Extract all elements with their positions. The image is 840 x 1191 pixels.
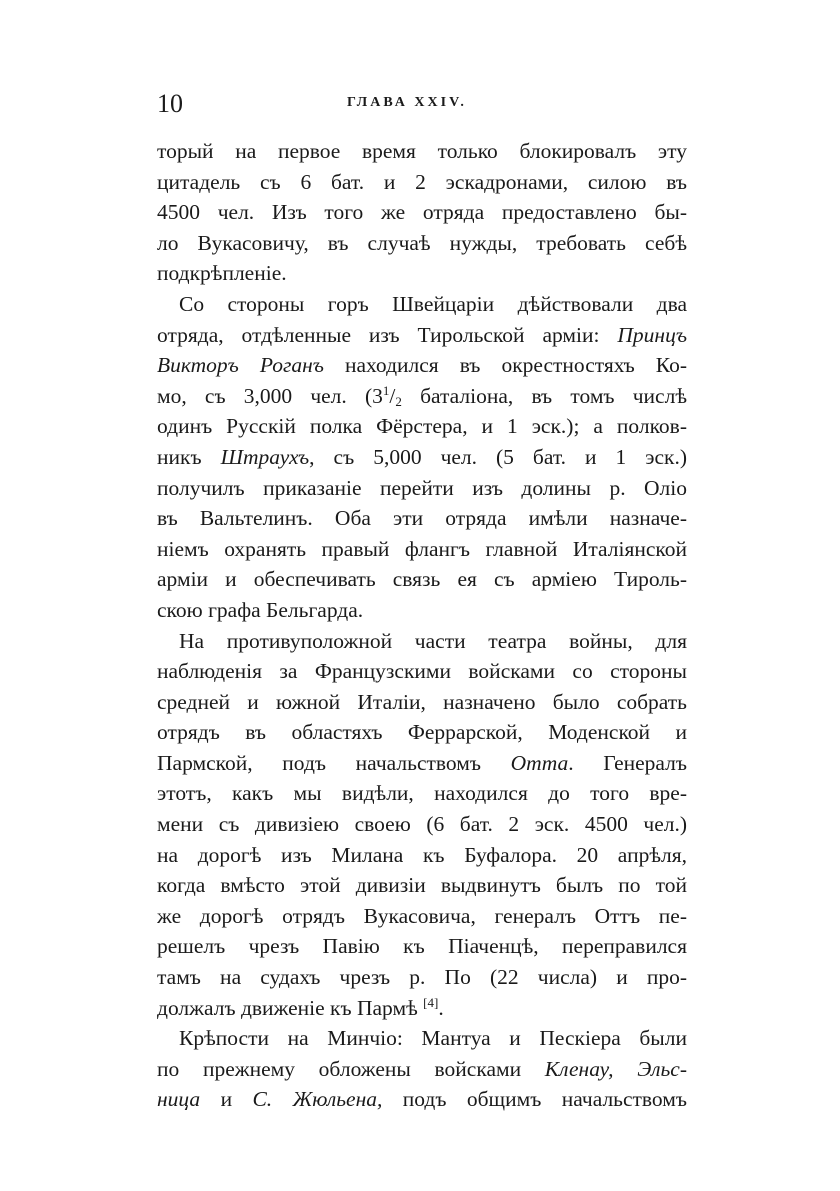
subscript: 2 <box>395 393 402 409</box>
text-line <box>157 1023 687 1054</box>
italic-name: Кленау, Эльс- <box>544 1056 687 1081</box>
text-segment: скою графа Бельгарда. <box>157 597 364 622</box>
text-segment: должалъ движеніе къ Пармѣ <box>157 995 424 1020</box>
text-line <box>157 901 687 932</box>
text-line <box>157 258 687 289</box>
italic-name: Отта <box>510 750 569 775</box>
italic-name: ница <box>157 1087 201 1112</box>
italic-name: Викторъ Роганъ <box>157 353 324 378</box>
text-line <box>157 442 687 473</box>
text-line <box>157 381 687 412</box>
text-line <box>157 1054 687 1085</box>
text-line <box>157 595 687 626</box>
text-segment: находился въ окрестностяхъ Ко- <box>323 353 687 378</box>
text-segment: когда вмѣсто этой дивизіи выдвинутъ былъ по той <box>157 873 687 898</box>
text-segment: же дорогѣ отрядъ Вукасовича, генералъ Оттъ пе- <box>157 903 687 928</box>
text-segment: Крѣпости на Минчіо: Мантуа и Пескіера были <box>179 1026 687 1051</box>
text-line <box>157 962 687 993</box>
text-segment: средней и южной Италіи, назначено было собрать <box>157 689 687 714</box>
text-segment: 4500 чел. Изъ того же отряда предоставлено бы- <box>157 200 687 225</box>
text-segment: цитадель съ 6 бат. и 2 эскадронами, силою въ <box>157 169 687 194</box>
text-line <box>157 228 687 259</box>
body-text <box>157 136 687 1115</box>
text-segment: мо, съ 3,000 чел. (3 <box>157 383 383 408</box>
superscript: [4] <box>423 994 439 1010</box>
text-line <box>157 656 687 687</box>
text-line <box>157 626 687 657</box>
text-line <box>157 564 687 595</box>
text-segment: баталіона, въ томъ числѣ <box>401 383 687 408</box>
text-line <box>157 809 687 840</box>
text-segment: на дорогѣ изъ Милана къ Буфалора. 20 апрѣля, <box>157 842 687 867</box>
italic-name: Штраухъ <box>220 444 310 469</box>
text-segment: одинъ Русскій полка Фёрстера, и 1 эск.); а полков- <box>157 414 687 439</box>
text-segment: никъ <box>157 444 221 469</box>
text-segment: решелъ чрезъ Павію къ Піаченцѣ, переправился <box>157 934 687 959</box>
text-segment: получилъ приказаніе перейти изъ долины р. Оліо <box>157 475 687 500</box>
text-line <box>157 136 687 167</box>
text-segment: / <box>389 383 396 408</box>
text-segment: На противуположной части театра войны, для <box>179 628 687 653</box>
text-segment: отряда, отдѣленные изъ Тирольской арміи: <box>157 322 618 347</box>
text-line <box>157 503 687 534</box>
text-segment: по прежнему обложены войсками <box>157 1056 545 1081</box>
text-segment: въ Вальтелинъ. Оба эти отряда имѣли назначе- <box>157 506 687 531</box>
italic-name: Принцъ <box>617 322 687 347</box>
text-segment: подкрѣпленіе. <box>157 261 287 286</box>
text-segment: арміи и обеспечивать связь ея съ арміею Тироль- <box>157 567 687 592</box>
italic-name: С. Жюльена, <box>252 1087 383 1112</box>
text-segment: ло Вукасовичу, въ случаѣ нужды, требовать себѣ <box>157 230 687 255</box>
text-segment: и <box>200 1087 253 1112</box>
text-segment: ніемъ охранять правый флангъ главной Италіянской <box>157 536 687 561</box>
text-segment: подъ общимъ начальствомъ <box>382 1087 687 1112</box>
text-segment: тамъ на судахъ чрезъ р. По (22 числа) и про- <box>157 965 687 990</box>
text-line <box>157 687 687 718</box>
text-line <box>157 350 687 381</box>
page-number: 10 <box>157 89 183 118</box>
text-line <box>157 748 687 779</box>
text-line <box>157 197 687 228</box>
text-segment: мени съ дивизіею своею (6 бат. 2 эск. 4500 чел.) <box>157 812 687 837</box>
text-segment: этотъ, какъ мы видѣли, находился до того вре- <box>157 781 687 806</box>
text-line <box>157 840 687 871</box>
text-line <box>157 931 687 962</box>
text-line <box>157 717 687 748</box>
text-line <box>157 411 687 442</box>
text-line <box>157 473 687 504</box>
text-segment: Со стороны горъ Швейцаріи дѣйствовали два <box>179 291 687 316</box>
text-line <box>157 534 687 565</box>
running-head: ГЛАВА XXIV. <box>347 95 467 110</box>
text-line <box>157 167 687 198</box>
text-line <box>157 993 687 1024</box>
text-line <box>157 870 687 901</box>
text-segment: Пармской, подъ начальствомъ <box>157 750 511 775</box>
text-segment: . <box>438 995 444 1020</box>
text-segment: , съ 5,000 чел. (5 бат. и 1 эск.) <box>309 444 687 469</box>
text-segment: отрядъ въ областяхъ Феррарской, Моденской и <box>157 720 687 745</box>
page-header <box>157 89 687 119</box>
text-segment: . Генералъ <box>568 750 687 775</box>
text-line <box>157 1084 687 1115</box>
text-line <box>157 289 687 320</box>
text-segment: наблюденія за Французскими войсками со стороны <box>157 659 687 684</box>
text-line <box>157 778 687 809</box>
text-line <box>157 320 687 351</box>
superscript: 1 <box>382 382 390 398</box>
text-segment: торый на первое время только блокировалъ эту <box>157 139 687 163</box>
